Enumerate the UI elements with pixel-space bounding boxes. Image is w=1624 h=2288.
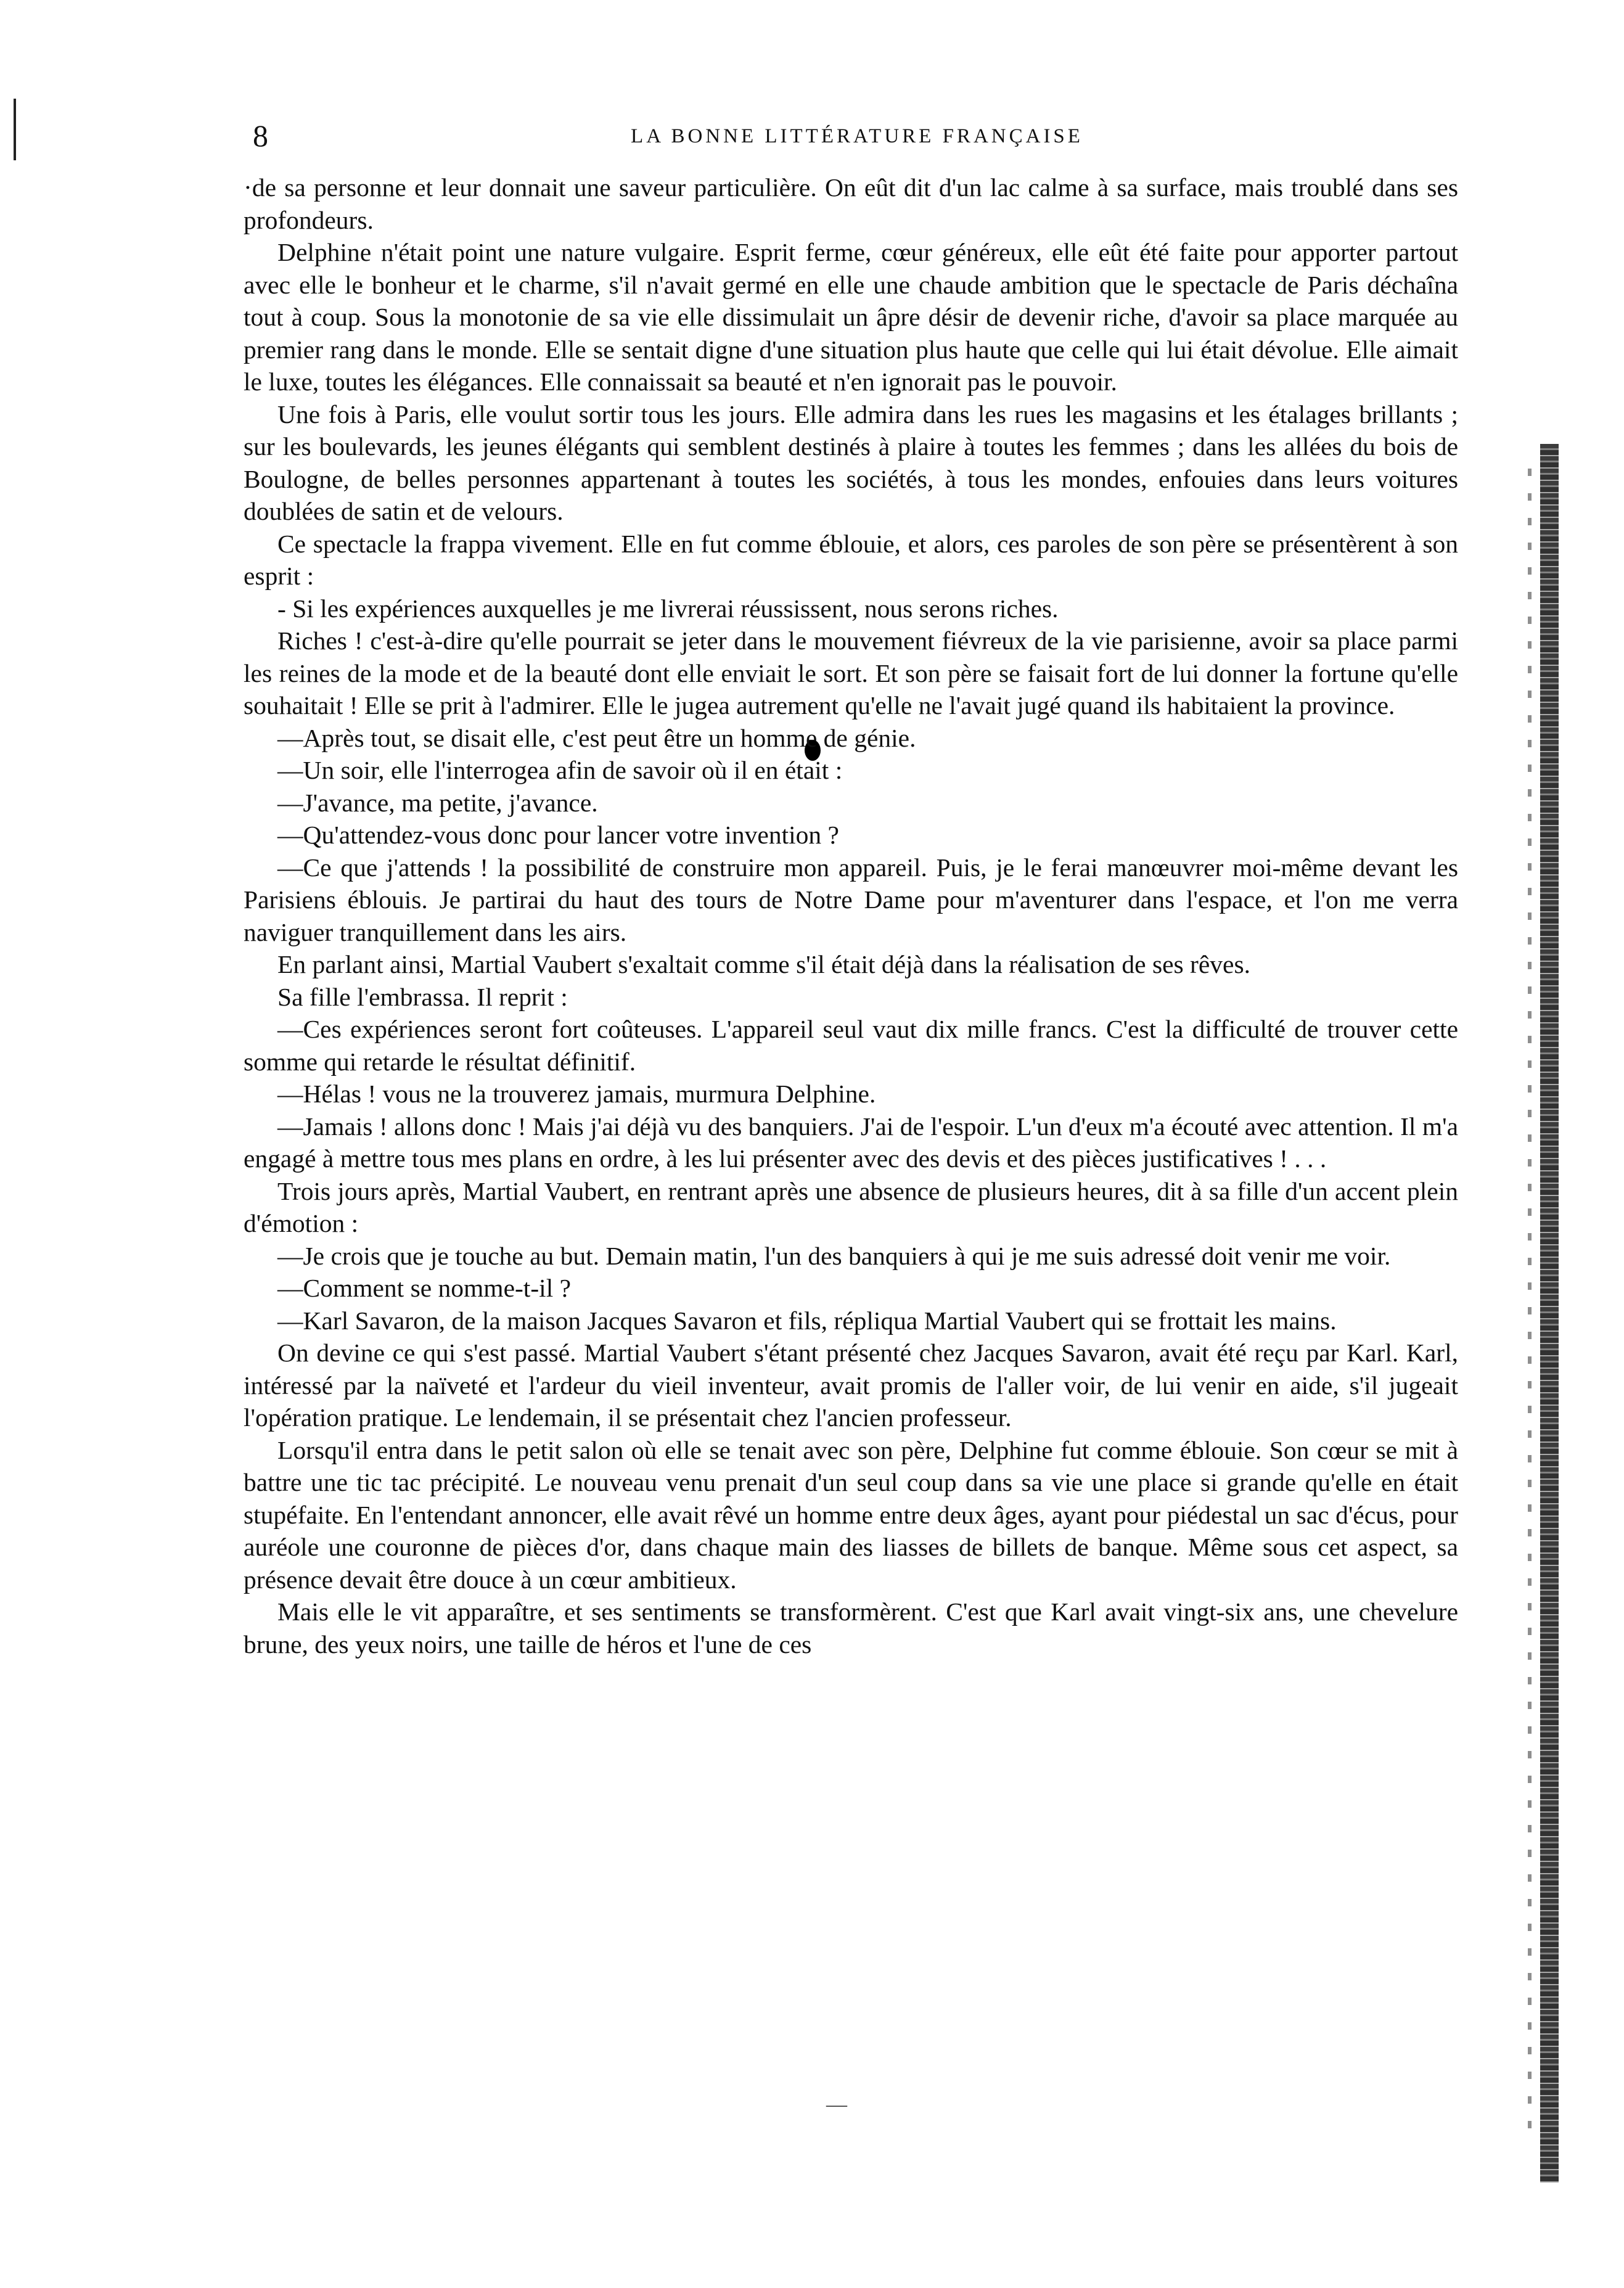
paragraph: Delphine n'était point une nature vulgaire. Esprit ferme, cœur généreux, elle eût été faite pour apporter partout avec elle le bonheur et le charme, s'il n'avait germé en elle une chaude ambition que le spectacle de Paris déchaîna tout à coup. Sous la monotonie de sa vie elle dissimulait un âpre désir de devenir riche, d'avoir sa place marquée au premier rang dans le monde. Elle se sentait digne d'une situation plus haute que celle qui lui était dévolue. Elle aimait le luxe, toutes les élégances. Elle connaissait sa beauté et n'en ignorait pas le pouvoir. <box>244 238 1458 396</box>
paragraph: Trois jours après, Martial Vaubert, en rentrant après une absence de plusieurs heures, dit à sa fille d'un accent plein d'émotion : <box>244 1176 1458 1237</box>
running-title: LA BONNE LITTÉRATURE FRANÇAISE <box>631 125 1083 147</box>
paragraph: Lorsqu'il entra dans le petit salon où elle se tenait avec son père, Delphine fut comme éblouie. Son cœur se mit à battre une tic tac précipité. Le nouveau venu prenait d'un seul coup dans sa vie une place si grande qu'elle en était stupéfaite. En l'entendant annoncer, elle avait rêvé un homme entre deux âges, ayant pour piédestal un sac d'écus, pour auréole une couronne de pièces d'or, dans chaque main des liasses de billets de banque. Même sous cet aspect, sa présence devait être douce à un cœur ambitieux. <box>244 1435 1458 1594</box>
dialogue-line: —Ce que j'attends ! la possibilité de construire mon appareil. Puis, je le ferai manœuvrer moi-même devant les Parisiens éblouis. Je partirai du haut des tours de Notre Dame pour m'aventurer dans l'espace, et l'on me verra naviguer tranquillement dans les airs. <box>244 853 1458 946</box>
footer-mark: — <box>826 2093 847 2116</box>
body-text <box>244 171 1458 1660</box>
paragraph: Sa fille l'embrassa. Il reprit : <box>277 982 568 1011</box>
paragraph: ·de sa personne et leur donnait une saveur particulière. On eût dit d'un lac calme à sa surface, mais troublé dans ses profondeurs. <box>244 173 1458 234</box>
paragraph: Ce spectacle la frappa vivement. Elle en fut comme éblouie, et alors, ces paroles de son père se présentèrent à son esprit : <box>244 529 1458 590</box>
paragraph: Riches ! c'est-à-dire qu'elle pourrait se jeter dans le mouvement fiévreux de la vie parisienne, avoir sa place parmi les reines de la mode et de la beauté dont elle enviait le sort. Et son père se faisait fort de lui donner la fortune qu'elle souhaitait ! Elle se prit à l'admirer. Elle le jugea autrement qu'elle ne l'avait jugé quand ils habitaient la province. <box>244 626 1458 720</box>
dialogue-line: —Hélas ! vous ne la trouverez jamais, murmura Delphine. <box>277 1080 876 1108</box>
page-header <box>253 114 1461 157</box>
paragraph: En parlant ainsi, Martial Vaubert s'exaltait comme s'il était déjà dans la réalisation de ses rêves. <box>277 950 1250 978</box>
page-number: 8 <box>253 118 268 153</box>
dialogue-line: - Si les expériences auxquelles je me livrerai réussissent, nous serons riches. <box>277 594 1059 623</box>
dialogue-line: —Comment se nomme-t-il ? <box>277 1274 572 1302</box>
dialogue-line: —J'avance, ma petite, j'avance. <box>277 788 598 817</box>
dialogue-line: —Après tout, se disait elle, c'est peut être un homme de génie. <box>277 723 916 752</box>
dialogue-line: —Ces expériences seront fort coûteuses. L'appareil seul vaut dix mille francs. C'est la difficulté de trouver cette somme qui retarde le résultat définitif. <box>244 1015 1458 1076</box>
dialogue-line: —Jamais ! allons donc ! Mais j'ai déjà vu des banquiers. J'ai de l'espoir. L'un d'eux m'a écouté avec attention. Il m'a engagé à mettre tous mes plans en ordre, à les lui présenter avec des devis et des pièces justificatives ! . . . <box>244 1112 1458 1173</box>
scan-edge-left <box>14 99 16 160</box>
dialogue-line: —Karl Savaron, de la maison Jacques Savaron et fils, répliqua Martial Vaubert qui se frottait les mains. <box>277 1306 1337 1335</box>
paragraph: Une fois à Paris, elle voulut sortir tous les jours. Elle admira dans les rues les magasins et les étalages brillants ; sur les boulevards, les jeunes élégants qui semblent destinés à plaire à toutes les femmes ; dans les allées du bois de Boulogne, de belles personnes appartenant à toutes les sociétés, à tous les mondes, enfouies dans leurs voitures doublées de satin et de velours. <box>244 400 1458 525</box>
dialogue-line: —Qu'attendez-vous donc pour lancer votre invention ? <box>277 821 839 849</box>
scan-edge-right-inner <box>1528 469 1532 2133</box>
scan-edge-right <box>1540 444 1559 2183</box>
dialogue-line: —Un soir, elle l'interrogea afin de savoir où il en était : <box>277 756 843 784</box>
dialogue-line: —Je crois que je touche au but. Demain matin, l'un des banquiers à qui je me suis adressé doit venir me voir. <box>277 1241 1391 1270</box>
paragraph: Mais elle le vit apparaître, et ses sentiments se transformèrent. C'est que Karl avait vingt-six ans, une chevelure brune, des yeux noirs, une taille de héros et l'une de ces <box>244 1597 1458 1659</box>
paragraph: On devine ce qui s'est passé. Martial Vaubert s'étant présenté chez Jacques Savaron, avait été reçu par Karl. Karl, intéressé par la naïveté et l'ardeur du vieil inventeur, avait promis de l'aller voir, de lui venir en aide, s'il jugeait l'opération pratique. Le lendemain, il se présentait chez l'ancien professeur. <box>244 1339 1458 1432</box>
